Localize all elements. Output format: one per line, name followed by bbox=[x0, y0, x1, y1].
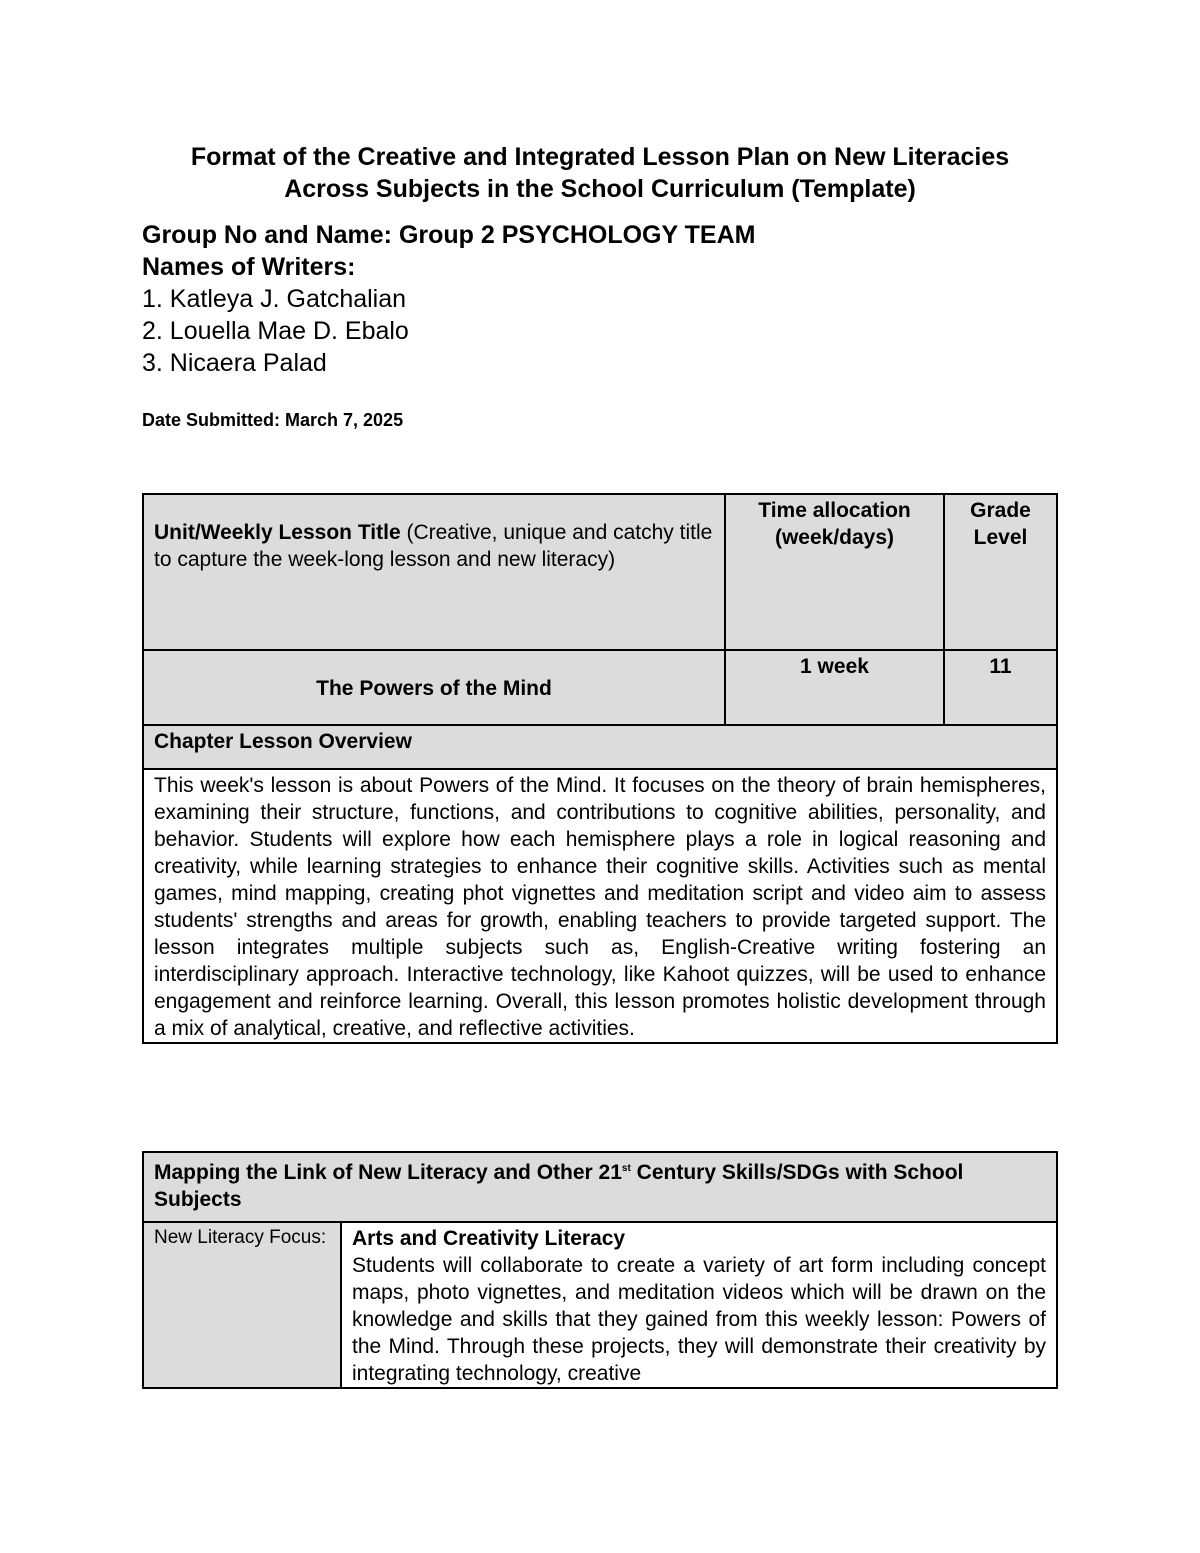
date-submitted: Date Submitted: March 7, 2025 bbox=[142, 410, 404, 430]
focus-title: Arts and Creativity Literacy bbox=[352, 1227, 626, 1250]
grade-level-value: 11 bbox=[944, 650, 1057, 748]
table-row bbox=[143, 769, 1057, 1043]
overview-header: Chapter Lesson Overview bbox=[143, 725, 1057, 769]
time-allocation-value: 1 week bbox=[725, 650, 944, 748]
group-name: Group No and Name: Group 2 PSYCHOLOGY TEAM bbox=[142, 221, 756, 249]
mapping-table bbox=[142, 1151, 1058, 1389]
mapping-header-sup: st bbox=[621, 1163, 631, 1174]
writer-item: 1. Katleya J. Gatchalian bbox=[142, 285, 407, 313]
new-literacy-focus-cell bbox=[341, 1222, 1057, 1388]
grade-level-header: Grade Level bbox=[944, 494, 1057, 650]
focus-body: Students will collaborate to create a variety of art form including concept maps, photo vignettes, and meditation videos which will be drawn on the knowledge and skills that they gained from this weekly lesson: Powers of the Mind. Through these projects, they will demonstrate their creativity by integrating technology, creative bbox=[352, 1254, 1046, 1385]
lesson-title-table bbox=[142, 493, 1058, 749]
title-line-2: Across Subjects in the School Curriculum (Template) bbox=[284, 175, 916, 203]
new-literacy-focus-label: New Literacy Focus: bbox=[143, 1222, 341, 1388]
title-line-1: Format of the Creative and Integrated Lesson Plan on New Literacies bbox=[190, 143, 1010, 171]
time-allocation-header: Time allocation (week/days) bbox=[725, 494, 944, 650]
writer-item: 3. Nicaera Palad bbox=[142, 349, 327, 377]
table-row bbox=[143, 1152, 1057, 1222]
writer-item: 2. Louella Mae D. Ebalo bbox=[142, 317, 409, 345]
lesson-title-hint: (Creative, unique and catchy title to capture the week-long lesson and new literacy) bbox=[154, 521, 713, 571]
lesson-title-header-cell bbox=[143, 494, 725, 650]
table-row bbox=[143, 1222, 1057, 1388]
group-info bbox=[142, 219, 755, 379]
lesson-title-value: The Powers of the Mind bbox=[143, 650, 725, 748]
mapping-header-part: Mapping the Link of New Literacy and Other 21 bbox=[154, 1161, 622, 1184]
mapping-header bbox=[143, 1152, 1057, 1222]
document-title bbox=[100, 141, 1100, 205]
writers-label: Names of Writers: bbox=[142, 253, 356, 281]
mapping-header-part: Century Skills/SDGs with School Subjects bbox=[154, 1161, 964, 1211]
table-row bbox=[143, 494, 1057, 650]
overview-body: This week's lesson is about Powers of the Mind. It focuses on the theory of brain hemispheres, examining their structure, functions, and contributions to cognitive abilities, personality, and behavior. Students will explore how each hemisphere plays a role in logical reasoning and creativity, while learning strategies to enhance their cognitive skills. Activities such as mental games, mind mapping, creating phot vignettes and meditation script and video aim to assess students' strengths and areas for growth, enabling teachers to provide targeted support. The lesson integrates multiple subjects such as, English-Creative writing fostering an interdisciplinary approach. Interactive technology, like Kahoot quizzes, will be used to enhance engagement and reinforce learning. Overall, this lesson promotes holistic development through a mix of analytical, creative, and reflective activities. bbox=[143, 769, 1057, 1043]
chapter-overview-table bbox=[142, 724, 1058, 1044]
lesson-title-label: Unit/Weekly Lesson Title bbox=[154, 521, 401, 544]
table-row bbox=[143, 725, 1057, 769]
